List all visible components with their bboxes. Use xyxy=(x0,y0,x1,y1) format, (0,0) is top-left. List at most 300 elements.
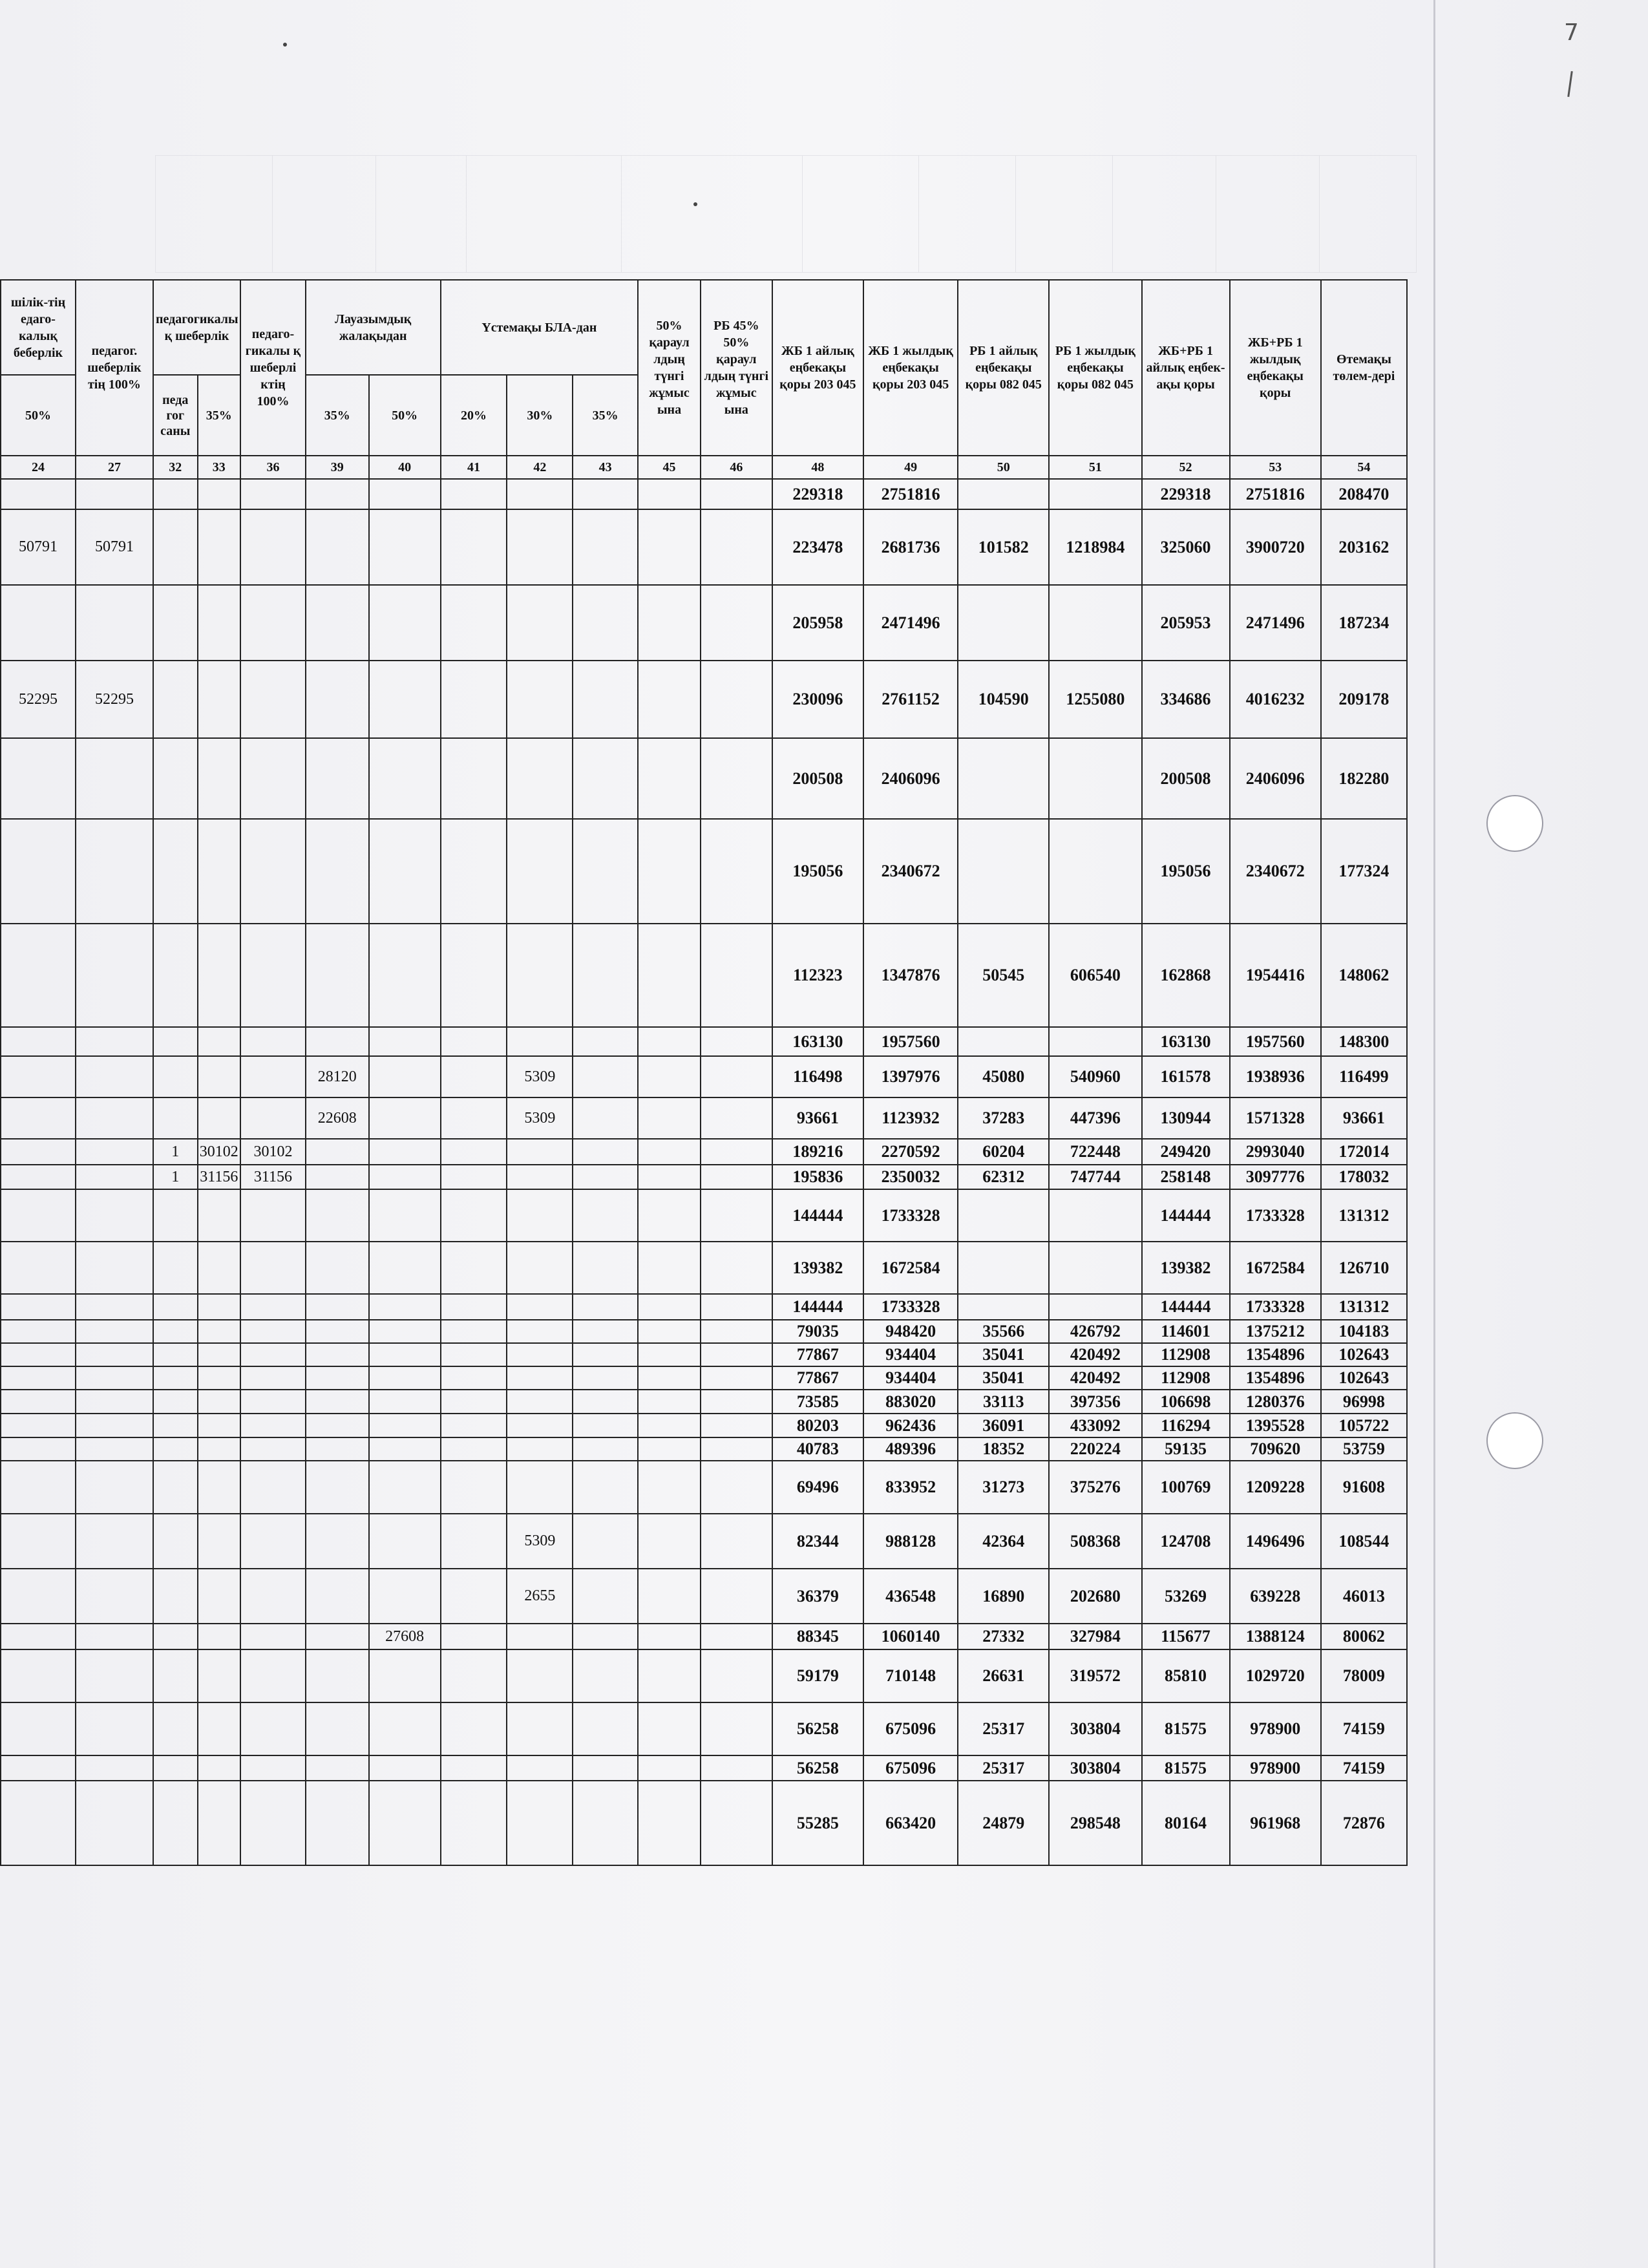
table-cell: 36091 xyxy=(958,1414,1049,1437)
column-number-cell: 51 xyxy=(1049,456,1141,479)
table-cell: 52295 xyxy=(76,661,153,738)
table-cell: 112908 xyxy=(1142,1343,1230,1366)
table-cell xyxy=(198,1189,241,1242)
table-cell xyxy=(369,1097,441,1139)
table-cell xyxy=(441,479,507,509)
table-cell xyxy=(507,661,573,738)
table-cell xyxy=(958,1189,1049,1242)
table-cell: 200508 xyxy=(1142,738,1230,819)
header-cell: РБ 1 жылдық еңбекақы қоры 082 045 xyxy=(1049,280,1141,456)
table-cell xyxy=(507,1649,573,1702)
table-cell: 375276 xyxy=(1049,1461,1141,1514)
table-cell xyxy=(153,1189,198,1242)
table-cell xyxy=(1,1781,76,1865)
table-cell: 126710 xyxy=(1321,1242,1407,1294)
table-cell: 2350032 xyxy=(863,1165,958,1189)
table-cell xyxy=(507,1027,573,1056)
table-cell: 961968 xyxy=(1230,1781,1321,1865)
table-cell: 1218984 xyxy=(1049,509,1141,585)
table-row xyxy=(1,1414,1407,1437)
table-cell: 205958 xyxy=(772,585,863,661)
table-cell xyxy=(638,1461,701,1514)
table-cell xyxy=(701,1437,772,1461)
table-cell xyxy=(369,1755,441,1781)
table-cell: 508368 xyxy=(1049,1514,1141,1569)
table-cell xyxy=(240,1056,306,1097)
table-cell: 73585 xyxy=(772,1390,863,1414)
page-corner-mark: 7 xyxy=(1564,19,1579,46)
table-cell: 4016232 xyxy=(1230,661,1321,738)
table-cell: 112908 xyxy=(1142,1366,1230,1390)
header-subcell: 50% xyxy=(1,375,76,456)
table-cell xyxy=(240,1189,306,1242)
table-cell: 177324 xyxy=(1321,819,1407,924)
table-row xyxy=(1,1320,1407,1343)
table-cell: 978900 xyxy=(1230,1755,1321,1781)
table-cell xyxy=(958,738,1049,819)
table-cell xyxy=(1,1320,76,1343)
table-cell xyxy=(573,1755,638,1781)
table-cell xyxy=(76,1189,153,1242)
table-cell xyxy=(507,1781,573,1865)
table-cell xyxy=(1049,819,1141,924)
table-cell xyxy=(306,738,369,819)
table-cell xyxy=(240,1390,306,1414)
table-row xyxy=(1,1027,1407,1056)
table-cell xyxy=(198,924,241,1027)
table-cell xyxy=(441,1366,507,1390)
table-cell: 2751816 xyxy=(1230,479,1321,509)
table-cell xyxy=(1,1755,76,1781)
table-cell xyxy=(573,1242,638,1294)
table-cell xyxy=(1,585,76,661)
column-number-cell: 46 xyxy=(701,456,772,479)
table-cell xyxy=(507,585,573,661)
table-cell xyxy=(507,479,573,509)
table-cell xyxy=(240,1343,306,1366)
table-cell xyxy=(1,1437,76,1461)
table-cell xyxy=(76,585,153,661)
table-cell: 2406096 xyxy=(863,738,958,819)
table-cell: 397356 xyxy=(1049,1390,1141,1414)
table-cell: 209178 xyxy=(1321,661,1407,738)
table-cell xyxy=(1,1139,76,1165)
table-cell: 59135 xyxy=(1142,1437,1230,1461)
table-cell xyxy=(76,479,153,509)
table-cell xyxy=(638,1027,701,1056)
table-cell xyxy=(369,1056,441,1097)
table-row xyxy=(1,1702,1407,1755)
table-cell: 79035 xyxy=(772,1320,863,1343)
table-cell: 1354896 xyxy=(1230,1343,1321,1366)
table-row xyxy=(1,1755,1407,1781)
table-cell xyxy=(638,1242,701,1294)
table-cell xyxy=(1,1569,76,1624)
table-cell: 200508 xyxy=(772,738,863,819)
table-cell xyxy=(369,1027,441,1056)
table-cell xyxy=(76,1320,153,1343)
table-cell xyxy=(441,661,507,738)
table-cell xyxy=(198,509,241,585)
table-cell xyxy=(958,1294,1049,1320)
table-cell xyxy=(153,509,198,585)
table-cell: 85810 xyxy=(1142,1649,1230,1702)
table-cell xyxy=(76,1702,153,1755)
table-cell: 77867 xyxy=(772,1366,863,1390)
table-cell xyxy=(369,1366,441,1390)
table-cell xyxy=(638,1320,701,1343)
table-cell xyxy=(369,1242,441,1294)
table-cell: 108544 xyxy=(1321,1514,1407,1569)
table-cell: 37283 xyxy=(958,1097,1049,1139)
table-cell: 934404 xyxy=(863,1343,958,1366)
table-cell: 5309 xyxy=(507,1056,573,1097)
table-cell xyxy=(1049,1242,1141,1294)
table-cell: 2471496 xyxy=(863,585,958,661)
table-cell xyxy=(76,738,153,819)
table-cell: 1395528 xyxy=(1230,1414,1321,1437)
table-cell: 27608 xyxy=(369,1624,441,1649)
column-number-cell: 43 xyxy=(573,456,638,479)
table-cell xyxy=(573,1390,638,1414)
table-cell: 675096 xyxy=(863,1755,958,1781)
table-cell: 447396 xyxy=(1049,1097,1141,1139)
table-cell xyxy=(76,924,153,1027)
table-cell xyxy=(573,479,638,509)
speck-mark xyxy=(693,202,697,206)
table-cell xyxy=(240,819,306,924)
table-cell xyxy=(638,509,701,585)
table-cell: 56258 xyxy=(772,1702,863,1755)
table-cell: 420492 xyxy=(1049,1366,1141,1390)
table-cell xyxy=(573,509,638,585)
table-cell xyxy=(1,1097,76,1139)
table-cell: 303804 xyxy=(1049,1755,1141,1781)
table-cell: 172014 xyxy=(1321,1139,1407,1165)
table-cell: 1388124 xyxy=(1230,1624,1321,1649)
table-cell xyxy=(638,1165,701,1189)
table-cell: 298548 xyxy=(1049,1781,1141,1865)
table-cell xyxy=(198,1702,241,1755)
table-cell xyxy=(638,1702,701,1755)
table-cell: 1354896 xyxy=(1230,1366,1321,1390)
table-cell xyxy=(306,1139,369,1165)
table-cell: 710148 xyxy=(863,1649,958,1702)
table-cell xyxy=(198,819,241,924)
table-cell xyxy=(441,1027,507,1056)
table-cell: 334686 xyxy=(1142,661,1230,738)
table-cell: 2993040 xyxy=(1230,1139,1321,1165)
header-subcell: 50% xyxy=(369,375,441,456)
table-cell: 101582 xyxy=(958,509,1049,585)
table-cell: 162868 xyxy=(1142,924,1230,1027)
table-cell: 139382 xyxy=(772,1242,863,1294)
header-subcell: 35% xyxy=(306,375,369,456)
table-cell xyxy=(76,1624,153,1649)
table-cell: 80062 xyxy=(1321,1624,1407,1649)
table-cell xyxy=(153,1781,198,1865)
table-cell: 208470 xyxy=(1321,479,1407,509)
table-cell xyxy=(573,585,638,661)
table-cell: 31156 xyxy=(198,1165,241,1189)
table-cell: 112323 xyxy=(772,924,863,1027)
table-cell xyxy=(441,1755,507,1781)
header-cell: Үстемақы БЛА-дан xyxy=(441,280,639,375)
table-cell: 104183 xyxy=(1321,1320,1407,1343)
table-cell xyxy=(441,738,507,819)
table-cell xyxy=(76,819,153,924)
table-cell xyxy=(1,1390,76,1414)
table-cell: 144444 xyxy=(772,1189,863,1242)
table-cell xyxy=(306,509,369,585)
table-cell: 934404 xyxy=(863,1366,958,1390)
table-cell xyxy=(441,1242,507,1294)
speck-mark xyxy=(283,43,287,47)
table-cell xyxy=(240,1320,306,1343)
table-cell: 105722 xyxy=(1321,1414,1407,1437)
punch-hole-bottom xyxy=(1486,1412,1543,1469)
table-cell xyxy=(701,924,772,1027)
table-cell xyxy=(507,509,573,585)
table-cell: 106698 xyxy=(1142,1390,1230,1414)
table-cell xyxy=(76,1755,153,1781)
table-cell: 2406096 xyxy=(1230,738,1321,819)
table-cell xyxy=(198,1343,241,1366)
table-cell xyxy=(1049,1027,1141,1056)
table-cell xyxy=(240,1242,306,1294)
table-cell: 74159 xyxy=(1321,1755,1407,1781)
table-cell: 31273 xyxy=(958,1461,1049,1514)
table-cell: 82344 xyxy=(772,1514,863,1569)
table-cell: 189216 xyxy=(772,1139,863,1165)
table-cell xyxy=(306,1294,369,1320)
table-cell: 139382 xyxy=(1142,1242,1230,1294)
table-cell xyxy=(1,1027,76,1056)
table-cell xyxy=(198,738,241,819)
header-subcell: 30% xyxy=(507,375,573,456)
table-cell xyxy=(507,1189,573,1242)
table-cell: 40783 xyxy=(772,1437,863,1461)
table-cell xyxy=(240,1702,306,1755)
table-row xyxy=(1,1242,1407,1294)
table-cell xyxy=(701,1320,772,1343)
table-cell xyxy=(240,1781,306,1865)
table-cell xyxy=(76,1437,153,1461)
table-cell: 144444 xyxy=(1142,1294,1230,1320)
table-cell: 1733328 xyxy=(863,1189,958,1242)
table-cell: 1397976 xyxy=(863,1056,958,1097)
table-cell: 35566 xyxy=(958,1320,1049,1343)
table-cell xyxy=(369,1414,441,1437)
table-cell: 709620 xyxy=(1230,1437,1321,1461)
table-cell xyxy=(369,924,441,1027)
table-cell: 80164 xyxy=(1142,1781,1230,1865)
table-cell: 81575 xyxy=(1142,1755,1230,1781)
table-cell xyxy=(1,1366,76,1390)
table-cell xyxy=(701,1139,772,1165)
table-cell xyxy=(573,1624,638,1649)
table-cell xyxy=(153,1649,198,1702)
table-cell xyxy=(369,1649,441,1702)
table-cell xyxy=(240,1461,306,1514)
table-cell xyxy=(701,1702,772,1755)
table-cell: 202680 xyxy=(1049,1569,1141,1624)
column-number-cell: 39 xyxy=(306,456,369,479)
table-cell: 52295 xyxy=(1,661,76,738)
table-cell xyxy=(507,1461,573,1514)
table-cell xyxy=(306,1343,369,1366)
table-cell xyxy=(701,1097,772,1139)
table-cell: 220224 xyxy=(1049,1437,1141,1461)
table-cell xyxy=(153,661,198,738)
table-row xyxy=(1,661,1407,738)
column-number-cell: 54 xyxy=(1321,456,1407,479)
table-cell xyxy=(441,585,507,661)
table-cell xyxy=(306,1624,369,1649)
table-cell: 25317 xyxy=(958,1702,1049,1755)
table-cell: 114601 xyxy=(1142,1320,1230,1343)
table-cell xyxy=(441,1139,507,1165)
table-cell: 28120 xyxy=(306,1056,369,1097)
table-cell xyxy=(701,479,772,509)
table-cell: 229318 xyxy=(772,479,863,509)
table-cell xyxy=(1049,479,1141,509)
table-cell: 1255080 xyxy=(1049,661,1141,738)
table-cell: 1957560 xyxy=(863,1027,958,1056)
table-cell xyxy=(153,1242,198,1294)
column-number-cell: 36 xyxy=(240,456,306,479)
table-cell xyxy=(1049,738,1141,819)
table-cell xyxy=(306,1702,369,1755)
table-cell: 131312 xyxy=(1321,1294,1407,1320)
table-cell xyxy=(240,1649,306,1702)
table-cell xyxy=(441,1624,507,1649)
table-cell xyxy=(240,1755,306,1781)
column-number-cell: 42 xyxy=(507,456,573,479)
table-cell xyxy=(1,1343,76,1366)
table-cell: 3900720 xyxy=(1230,509,1321,585)
table-cell xyxy=(638,924,701,1027)
table-cell xyxy=(369,1569,441,1624)
table-cell: 93661 xyxy=(1321,1097,1407,1139)
table-cell xyxy=(153,1320,198,1343)
table-cell: 2340672 xyxy=(1230,819,1321,924)
table-cell xyxy=(638,479,701,509)
table-cell xyxy=(306,819,369,924)
table-cell xyxy=(701,1649,772,1702)
table-cell xyxy=(638,1390,701,1414)
table-cell: 1672584 xyxy=(863,1242,958,1294)
table-cell xyxy=(198,1294,241,1320)
table-cell: 115677 xyxy=(1142,1624,1230,1649)
table-cell xyxy=(369,1320,441,1343)
table-cell: 1733328 xyxy=(1230,1294,1321,1320)
table-cell xyxy=(369,1343,441,1366)
table-row xyxy=(1,1294,1407,1320)
table-cell: 182280 xyxy=(1321,738,1407,819)
table-cell xyxy=(153,1056,198,1097)
table-cell xyxy=(198,479,241,509)
table-cell: 33113 xyxy=(958,1390,1049,1414)
table-cell: 722448 xyxy=(1049,1139,1141,1165)
table-cell xyxy=(153,1569,198,1624)
header-cell: педагог. шеберлік тің 100% xyxy=(76,280,153,456)
table-cell: 163130 xyxy=(1142,1027,1230,1056)
table-cell: 131312 xyxy=(1321,1189,1407,1242)
table-cell xyxy=(1,1165,76,1189)
table-cell xyxy=(153,479,198,509)
table-cell xyxy=(507,1294,573,1320)
table-cell xyxy=(573,924,638,1027)
table-row xyxy=(1,1461,1407,1514)
table-cell xyxy=(441,1702,507,1755)
table-cell xyxy=(76,1027,153,1056)
table-cell xyxy=(369,1189,441,1242)
table-cell xyxy=(441,1414,507,1437)
table-cell xyxy=(198,1414,241,1437)
table-cell xyxy=(441,1569,507,1624)
table-cell: 30102 xyxy=(240,1139,306,1165)
table-cell: 3097776 xyxy=(1230,1165,1321,1189)
table-cell: 489396 xyxy=(863,1437,958,1461)
table-cell xyxy=(441,819,507,924)
bleed-through-table xyxy=(155,155,1417,273)
table-cell xyxy=(507,1755,573,1781)
table-cell xyxy=(573,1165,638,1189)
table-row xyxy=(1,819,1407,924)
table-cell: 53759 xyxy=(1321,1437,1407,1461)
table-cell xyxy=(369,1165,441,1189)
table-cell xyxy=(240,509,306,585)
table-cell xyxy=(441,1437,507,1461)
table-cell: 31156 xyxy=(240,1165,306,1189)
table-row xyxy=(1,1097,1407,1139)
table-body xyxy=(1,479,1407,1865)
table-cell: 195836 xyxy=(772,1165,863,1189)
table-cell: 81575 xyxy=(1142,1702,1230,1755)
table-cell xyxy=(240,1414,306,1437)
table-cell xyxy=(76,1097,153,1139)
table-cell: 161578 xyxy=(1142,1056,1230,1097)
table-cell xyxy=(369,738,441,819)
table-cell xyxy=(573,1461,638,1514)
table-cell xyxy=(701,1056,772,1097)
table-cell xyxy=(701,1569,772,1624)
table-cell: 56258 xyxy=(772,1755,863,1781)
table-cell: 130944 xyxy=(1142,1097,1230,1139)
table-cell xyxy=(441,1189,507,1242)
column-number-cell: 52 xyxy=(1142,456,1230,479)
header-subcell: 20% xyxy=(441,375,507,456)
table-cell xyxy=(306,1242,369,1294)
table-cell xyxy=(638,819,701,924)
table-cell: 102643 xyxy=(1321,1366,1407,1390)
table-cell xyxy=(701,1461,772,1514)
table-cell xyxy=(441,1649,507,1702)
header-cell: педаго-гикалы қ шеберлі ктің 100% xyxy=(240,280,306,456)
table-cell xyxy=(701,1294,772,1320)
table-row xyxy=(1,509,1407,585)
table-cell: 74159 xyxy=(1321,1702,1407,1755)
table-cell xyxy=(958,1242,1049,1294)
table-cell xyxy=(638,1366,701,1390)
table-cell xyxy=(573,1702,638,1755)
header-subcell: 35% xyxy=(198,375,241,456)
table-header xyxy=(1,280,1407,479)
table-cell xyxy=(958,1027,1049,1056)
table-cell: 50791 xyxy=(76,509,153,585)
table-cell xyxy=(701,1390,772,1414)
